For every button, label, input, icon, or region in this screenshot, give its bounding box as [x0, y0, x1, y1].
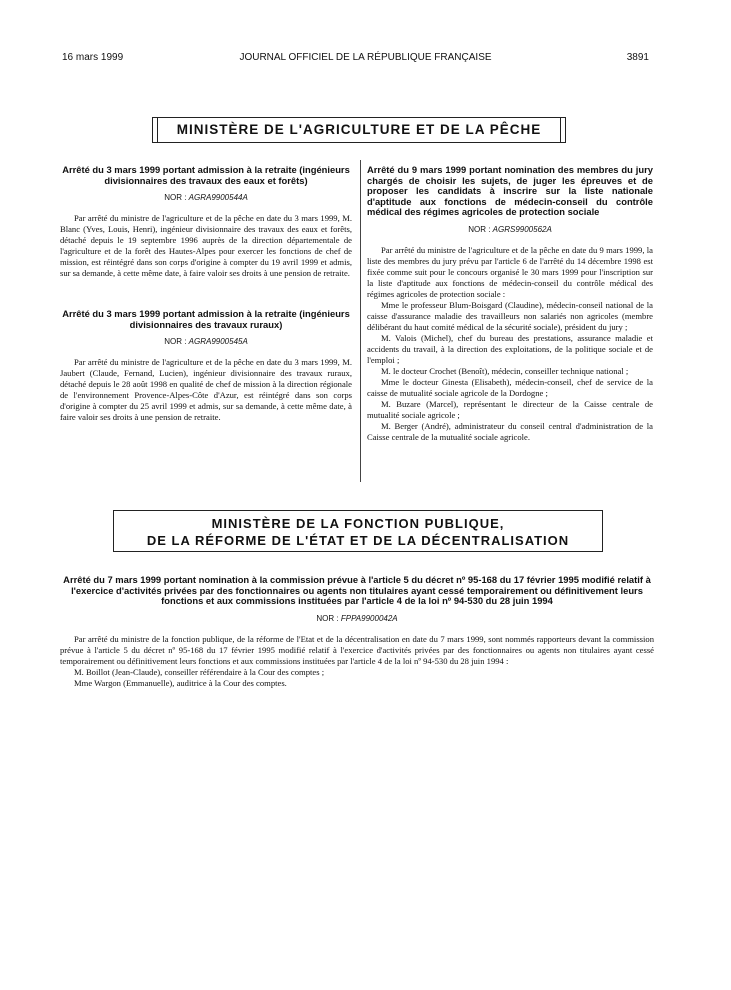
full-width-article: [60, 575, 654, 689]
ministry-heading-agriculture: [152, 117, 566, 143]
nor-reference: NOR : AGRA9900544A: [164, 193, 248, 202]
ministry-heading-line: MINISTÈRE DE LA FONCTION PUBLIQUE,: [211, 516, 505, 531]
decree-body: Par arrêté du ministre de la fonction publique, de la réforme de l'Etat et de la décentralisation en date du 7 mars 1999, sont nommés rapporteurs devant la commission prévue à l'article 5 du décret nº 95-168 du 17 février 1995 modifié relatif à l'exercice d'activités privées par des fonctionnaires ou agents non titulaires ayant cessé temporairement ou définitivement leurs fonctions et aux commissions instituées par l'article 4 de la loi nº 94-530 du 28 juin 1994 :: [60, 633, 654, 666]
decree-title: Arrêté du 3 mars 1999 portant admission à la retraite (ingénieurs divisionnaires des travaux ruraux): [62, 308, 350, 330]
decree-title: Arrêté du 7 mars 1999 portant nomination à la commission prévue à l'article 5 du décret nº 95-168 du 17 février 1995 modifié relatif à l'exercice d'activités privées par des fonctionnaires ou agents non titulaires ayant cessé temporairement ou définitivement leurs fonctions et aux commissions instituées par l'article 4 de la loi nº 94-530 du 28 juin 1994: [63, 574, 651, 606]
column-divider: [360, 160, 361, 482]
appointee: M. Boillot (Jean-Claude), conseiller référendaire à la Cour des comptes ;: [74, 666, 325, 677]
decree-title: Arrêté du 3 mars 1999 portant admission à la retraite (ingénieurs divisionnaires des travaux des eaux et forêts): [62, 164, 350, 186]
jury-member: M. Berger (André), administrateur du conseil central d'administration de la Caisse centrale de la mutualité sociale agricole.: [367, 420, 653, 442]
jury-member: M. le docteur Crochet (Benoît), médecin, conseiller technique national ;: [381, 365, 629, 376]
appointee: Mme Wargon (Emmanuelle), auditrice à la Cour des comptes.: [74, 677, 287, 688]
header-journal-title: JOURNAL OFFICIEL DE LA RÉPUBLIQUE FRANÇAISE: [239, 52, 492, 63]
left-column: [60, 165, 352, 423]
nor-code: AGRA9900544A: [188, 193, 248, 202]
jury-member: M. Valois (Michel), chef du bureau des prestations, assurance maladie et accidents du travail, à la direction des exploitations, de la politique sociale et de l'emploi ;: [367, 332, 653, 365]
nor-reference: NOR : AGRA9900545A: [164, 337, 248, 346]
ministry-heading-line: DE LA RÉFORME DE L'ÉTAT ET DE LA DÉCENTRALISATION: [146, 533, 570, 548]
decree-body: Par arrêté du ministre de l'agriculture et de la pêche en date du 3 mars 1999, M. Jaubert (Claude, Fernand, Lucien), ingénieur divisionnaire des travaux ruraux, détaché depuis le 28 août 1998 en qualité de chef de mission à la direction régionale de l'environnement Provence-Alpes-Côte d'Azur, est réintégré dans son corps d'origine à compter du 25 avril 1999 et admis, sur sa demande, à cette même date, à faire valoir ses droits à une pension de retraite.: [60, 357, 352, 422]
ministry-heading-fonction-publique: [113, 510, 603, 552]
ministry-heading-text: MINISTÈRE DE L'AGRICULTURE ET DE LA PÊCHE: [157, 118, 561, 142]
nor-code: AGRS9900562A: [492, 224, 552, 234]
jury-member: Mme le professeur Blum-Boisgard (Claudine), médecin-conseil national de la caisse d'assurance maladie des travailleurs non salariés non agricoles (membre délibérant du haut comité médical de la sécurité sociale), président du jury ;: [367, 299, 653, 332]
nor-code: AGRA9900545A: [188, 337, 248, 346]
nor-reference: NOR : AGRS9900562A: [468, 224, 552, 234]
jury-member: M. Buzare (Marcel), représentant le directeur de la Caisse centrale de mutualité sociale agricole ;: [367, 398, 653, 420]
nor-reference: NOR : FPPA9900042A: [316, 613, 398, 623]
right-column: [367, 165, 653, 443]
jury-member: Mme le docteur Ginesta (Elisabeth), médecin-conseil, chef de service de la caisse de mutualité sociale agricole de la Dordogne ;: [367, 376, 653, 398]
decree-body: Par arrêté du ministre de l'agriculture et de la pêche en date du 9 mars 1999, la liste des membres du jury prévu par l'article 6 de l'arrêté du 14 décembre 1998 est fixée comme suit pour le concours organisé le 30 mars 1999 pour l'inscription sur la liste d'aptitude aux fonctions de médecin-conseil du contrôle médical des régimes agricoles de protection sociale :: [367, 244, 653, 299]
header-page-number: 3891: [626, 52, 649, 63]
decree-title: Arrêté du 9 mars 1999 portant nomination des membres du jury chargés de choisir les sujets, de juger les épreuves et de proposer les candidats à inscrire sur la liste nationale d'aptitude aux fonctions de médecin-conseil du contrôle médical des régimes agricoles de protection sociale: [367, 164, 653, 217]
nor-code: FPPA9900042A: [340, 613, 398, 623]
header-date: 16 mars 1999: [62, 52, 124, 63]
decree-body: Par arrêté du ministre de l'agriculture et de la pêche en date du 3 mars 1999, M. Blanc (Yves, Louis, Henri), ingénieur divisionnaire des travaux des eaux et forêts, détaché depuis le 19 septembre 1996 auprès de la direction départementale de l'agriculture et de la forêt des Hautes-Alpes pour exercer les fonctions de chef de mission, est réintégré dans son corps d'origine à compter du 19 avril 1999 et admis, sur sa demande, à cette même date, à faire valoir ses droits à une pension de retraite.: [60, 213, 352, 278]
